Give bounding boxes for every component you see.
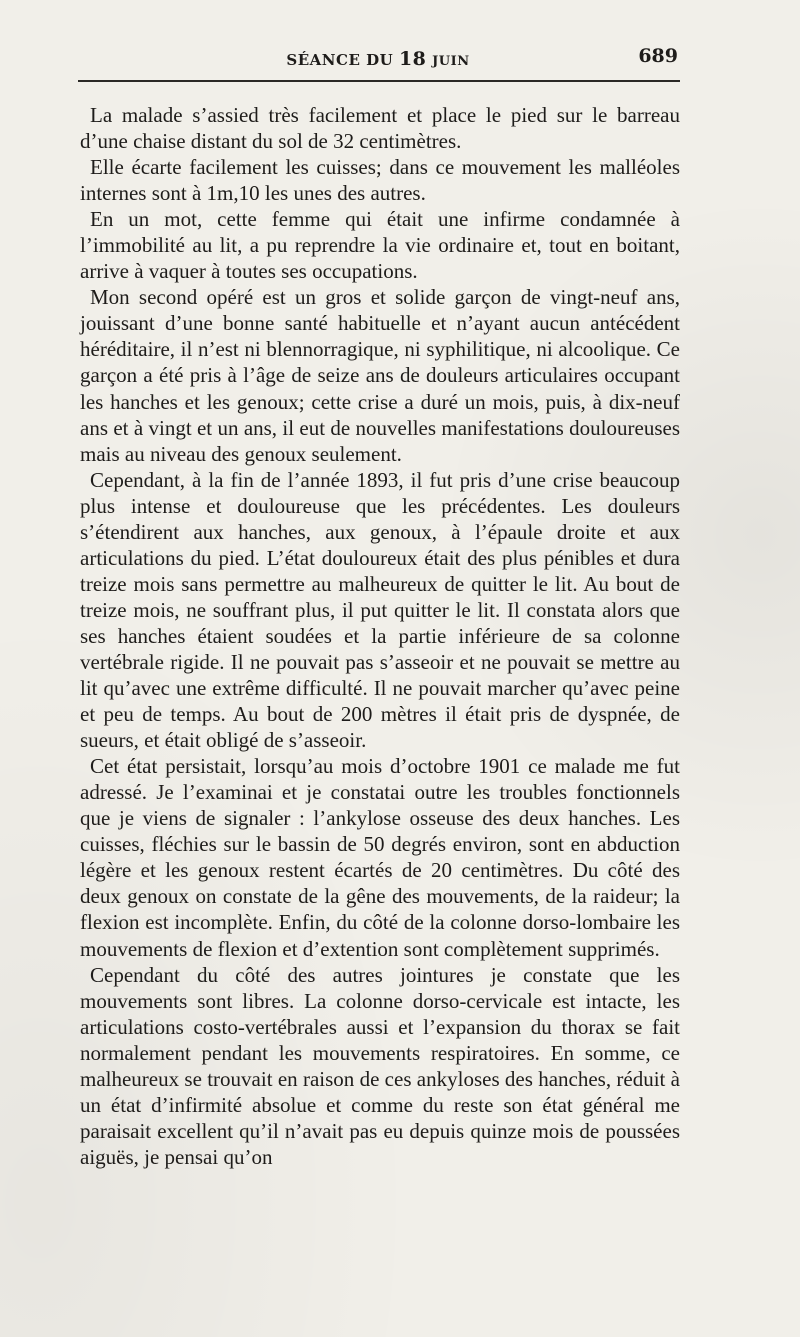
paragraph: Cependant du côté des autres jointures je constate que les mouvements sont libres. La colonne dorso-cervicale est intacte, les articulations costo-vertébrales aussi et l’expansion du thorax se fait normalement pendant les mouvements respiratoires. En somme, ce malheureux se trouvait en raison de ces ankyloses des hanches, réduit à un état d’infirmité absolue et comme du reste son état général me paraisait excellent qu’il n’avait pas eu depuis quinze mois de poussées aiguës, je pensai qu’on — [80, 962, 680, 1169]
running-head-month: JUIN — [432, 54, 470, 69]
paragraph: Cet état persistait, lorsqu’au mois d’octobre 1901 ce malade me fut adressé. Je l’examinai et je constatai outre les troubles fonctionnels que je viens de signaler : l’ankylose osseuse des deux hanches. Les cuisses, fléchies sur le bassin de 50 degrés environ, sont en abduction légère et les genoux restent écartés de 20 centimètres. Du côté des deux genoux on constate de la gêne des mouvements, de la raideur; la flexion est incomplète. Enfin, du côté de la colonne dorso-lombaire les mouvements de flexion et d’extention sont complètement supprimés. — [80, 754, 680, 961]
running-head — [78, 48, 678, 70]
page-header — [78, 40, 678, 76]
page-number: 689 — [638, 45, 678, 67]
body-text — [80, 102, 680, 1170]
paragraph: La malade s’assied très facilement et place le pied sur le barreau d’une chaise distant du sol de 32 centimètres. — [80, 103, 680, 154]
paragraph: Elle écarte facilement les cuisses; dans ce mouvement les malléoles internes sont à 1m,10 les unes des autres. — [80, 155, 680, 206]
header-rule — [78, 80, 680, 82]
paragraph: En un mot, cette femme qui était une infirme condamnée à l’immobilité au lit, a pu reprendre la vie ordinaire et, tout en boitant, arrive à vaquer à toutes ses occupations. — [80, 207, 680, 284]
running-head-day: 18 — [398, 48, 427, 70]
running-head-prefix: SÉANCE DU — [286, 51, 394, 69]
paragraph: Mon second opéré est un gros et solide garçon de vingt-neuf ans, jouissant d’une bonne santé habituelle et n’ayant aucun antécédent héréditaire, il n’est ni blennorragique, ni syphilitique, ni alcoolique. Ce garçon a été pris à l’âge de seize ans de douleurs articulaires occupant les hanches et les genoux; cette crise a duré un mois, puis, à dix-neuf ans et à vingt et un ans, il eut de nouvelles manifestations douloureuses mais au niveau des genoux seulement. — [80, 285, 680, 466]
paragraph: Cependant, à la fin de l’année 1893, il fut pris d’une crise beaucoup plus intense et douloureuse que les précédentes. Les douleurs s’étendirent aux hanches, aux genoux, à l’épaule droite et aux articulations du pied. L’état douloureux était des plus pénibles et dura treize mois sans permettre au malheureux de quitter le lit. Au bout de treize mois, ne souffrant plus, il put quitter le lit. Il constata alors que ses hanches étaient soudées et la partie inférieure de sa colonne vertébrale rigide. Il ne pouvait pas s’asseoir et ne pouvait se mettre au lit qu’avec une extrême difficulté. Il ne pouvait marcher qu’avec peine et peu de temps. Au bout de 200 mètres il était pris de dyspnée, de sueurs, et était obligé de s’asseoir. — [80, 467, 680, 753]
